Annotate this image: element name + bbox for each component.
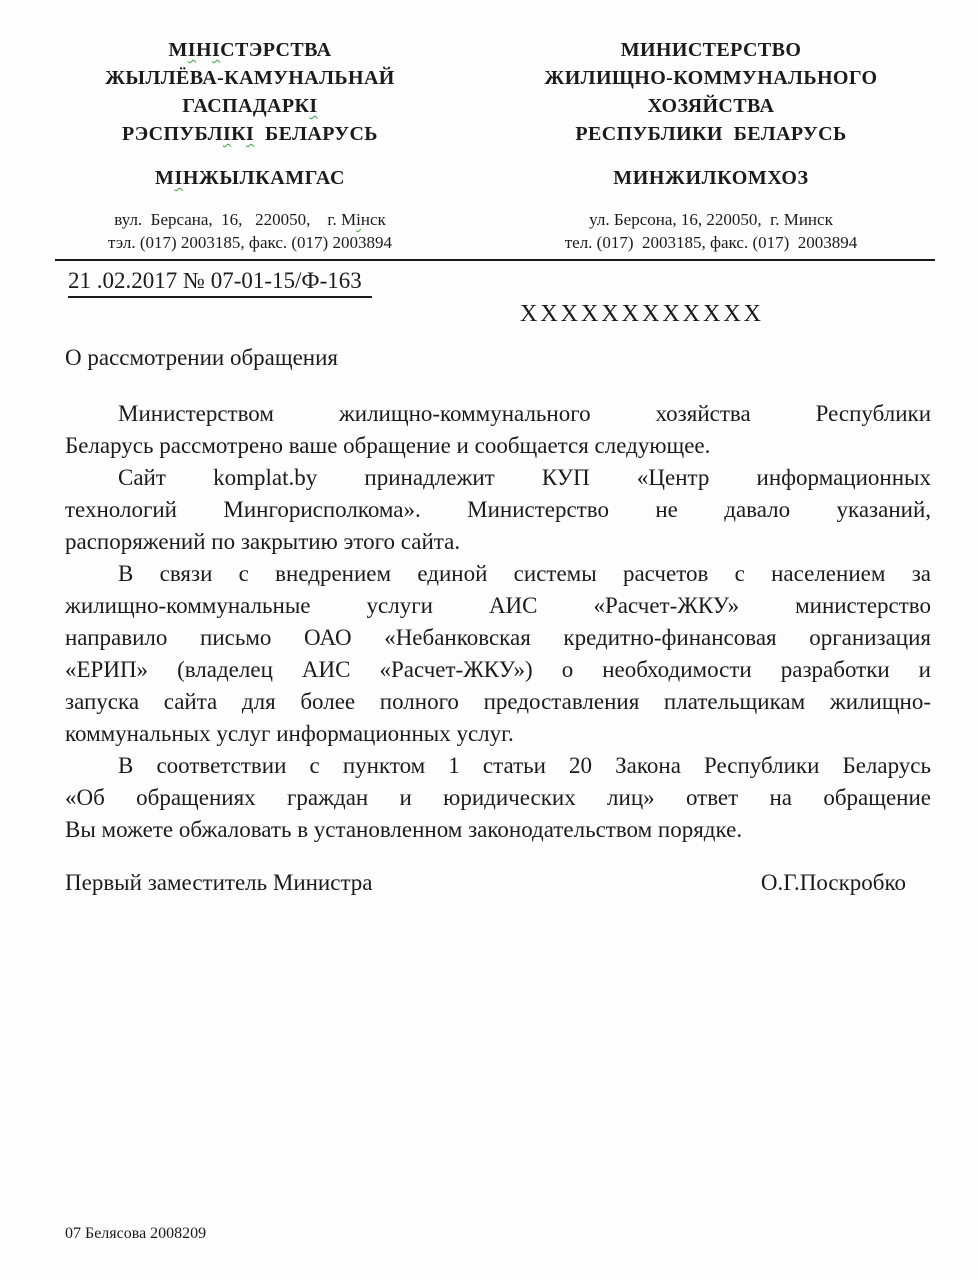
org-name-line: РЕСПУБЛИКИ БЕЛАРУСЬ bbox=[575, 123, 847, 145]
body-line: технологий Мингорисполкома». Министерство не давало указаний, bbox=[65, 497, 931, 522]
paragraph bbox=[65, 462, 931, 558]
paragraph bbox=[65, 558, 931, 750]
subject-line: О рассмотрении обращения bbox=[65, 345, 338, 370]
body-line: коммунальных услуг информационных услуг. bbox=[65, 721, 514, 746]
org-address-ru bbox=[516, 208, 906, 254]
org-short-name-ru: МИНЖИЛКОМХОЗ bbox=[613, 167, 809, 189]
address-line: вул. Берсана, 16, 220050, г. Мінск bbox=[114, 210, 386, 229]
body-line: Вы можете обжаловать в установленном законодательством порядке. bbox=[65, 817, 743, 842]
org-name-line: ХОЗЯЙСТВА bbox=[647, 95, 775, 117]
body-line: жилищно-коммунальные услуги АИС «Расчет-ЖКУ» министерство bbox=[65, 593, 931, 618]
paragraph bbox=[65, 750, 931, 846]
signature-block bbox=[0, 868, 978, 898]
letterhead bbox=[0, 0, 978, 254]
signer-position: Первый заместитель Министра bbox=[65, 870, 373, 895]
body-line: «Об обращениях граждан и юридических лиц» ответ на обращение bbox=[65, 785, 931, 810]
reference-line bbox=[68, 267, 978, 298]
letterhead-divider-rule bbox=[55, 259, 935, 261]
org-name-ru bbox=[516, 36, 906, 148]
addressee-placeholder: ХХХХХХХХХХХХ bbox=[520, 301, 764, 327]
body-line: «ЕРИП» (владелец АИС «Расчет-ЖКУ») о необходимости разработки и bbox=[65, 657, 931, 682]
org-name-line: ГАСПАДАРКІ bbox=[182, 95, 318, 117]
org-name-line: МІНІСТЭРСТВА bbox=[168, 39, 332, 61]
executor-note: 07 Белясова 2008209 bbox=[65, 1225, 207, 1242]
letterhead-belarusian bbox=[55, 36, 445, 254]
address-line: ул. Берсона, 16, 220050, г. Минск bbox=[589, 210, 833, 229]
org-name-line: РЭСПУБЛІКІ БЕЛАРУСЬ bbox=[122, 123, 378, 145]
body-line: направило письмо ОАО «Небанковская кредитно-финансовая организация bbox=[65, 625, 931, 650]
date-and-number: 21 .02.2017 № 07-01-15/Ф-163 bbox=[68, 267, 372, 298]
body-line: Сайт komplat.by принадлежит КУП «Центр информационных bbox=[118, 465, 931, 490]
body-line: Министерством жилищно-коммунального хозяйства Республики bbox=[118, 401, 931, 426]
body-line: запуска сайта для более полного предоставления плательщикам жилищно- bbox=[65, 689, 931, 714]
body-line: В связи с внедрением единой системы расчетов с населением за bbox=[118, 561, 931, 586]
letter-body bbox=[65, 398, 931, 846]
org-name-line: ЖИЛИЩНО-КОММУНАЛЬНОГО bbox=[544, 67, 878, 89]
paragraph bbox=[65, 398, 931, 462]
org-name-line: МИНИСТЕРСТВО bbox=[620, 39, 802, 61]
org-short-name-by: МІНЖЫЛКАМГАС bbox=[154, 167, 345, 189]
body-line: Беларусь рассмотрено ваше обращение и сообщается следующее. bbox=[65, 433, 711, 458]
body-line: В соответствии с пунктом 1 статьи 20 Закона Республики Беларусь bbox=[118, 753, 931, 778]
org-name-by bbox=[55, 36, 445, 148]
org-address-by bbox=[55, 208, 445, 254]
signer-name: О.Г.Поскробко bbox=[760, 870, 906, 895]
body-line: распоряжений по закрытию этого сайта. bbox=[65, 529, 461, 554]
letterhead-russian bbox=[516, 36, 906, 254]
org-name-line: ЖЫЛЛЁВА-КАМУНАЛЬНАЙ bbox=[105, 67, 395, 89]
phone-line: тел. (017) 2003185, факс. (017) 2003894 bbox=[564, 233, 858, 252]
phone-line: тэл. (017) 2003185, факс. (017) 2003894 bbox=[108, 233, 392, 252]
